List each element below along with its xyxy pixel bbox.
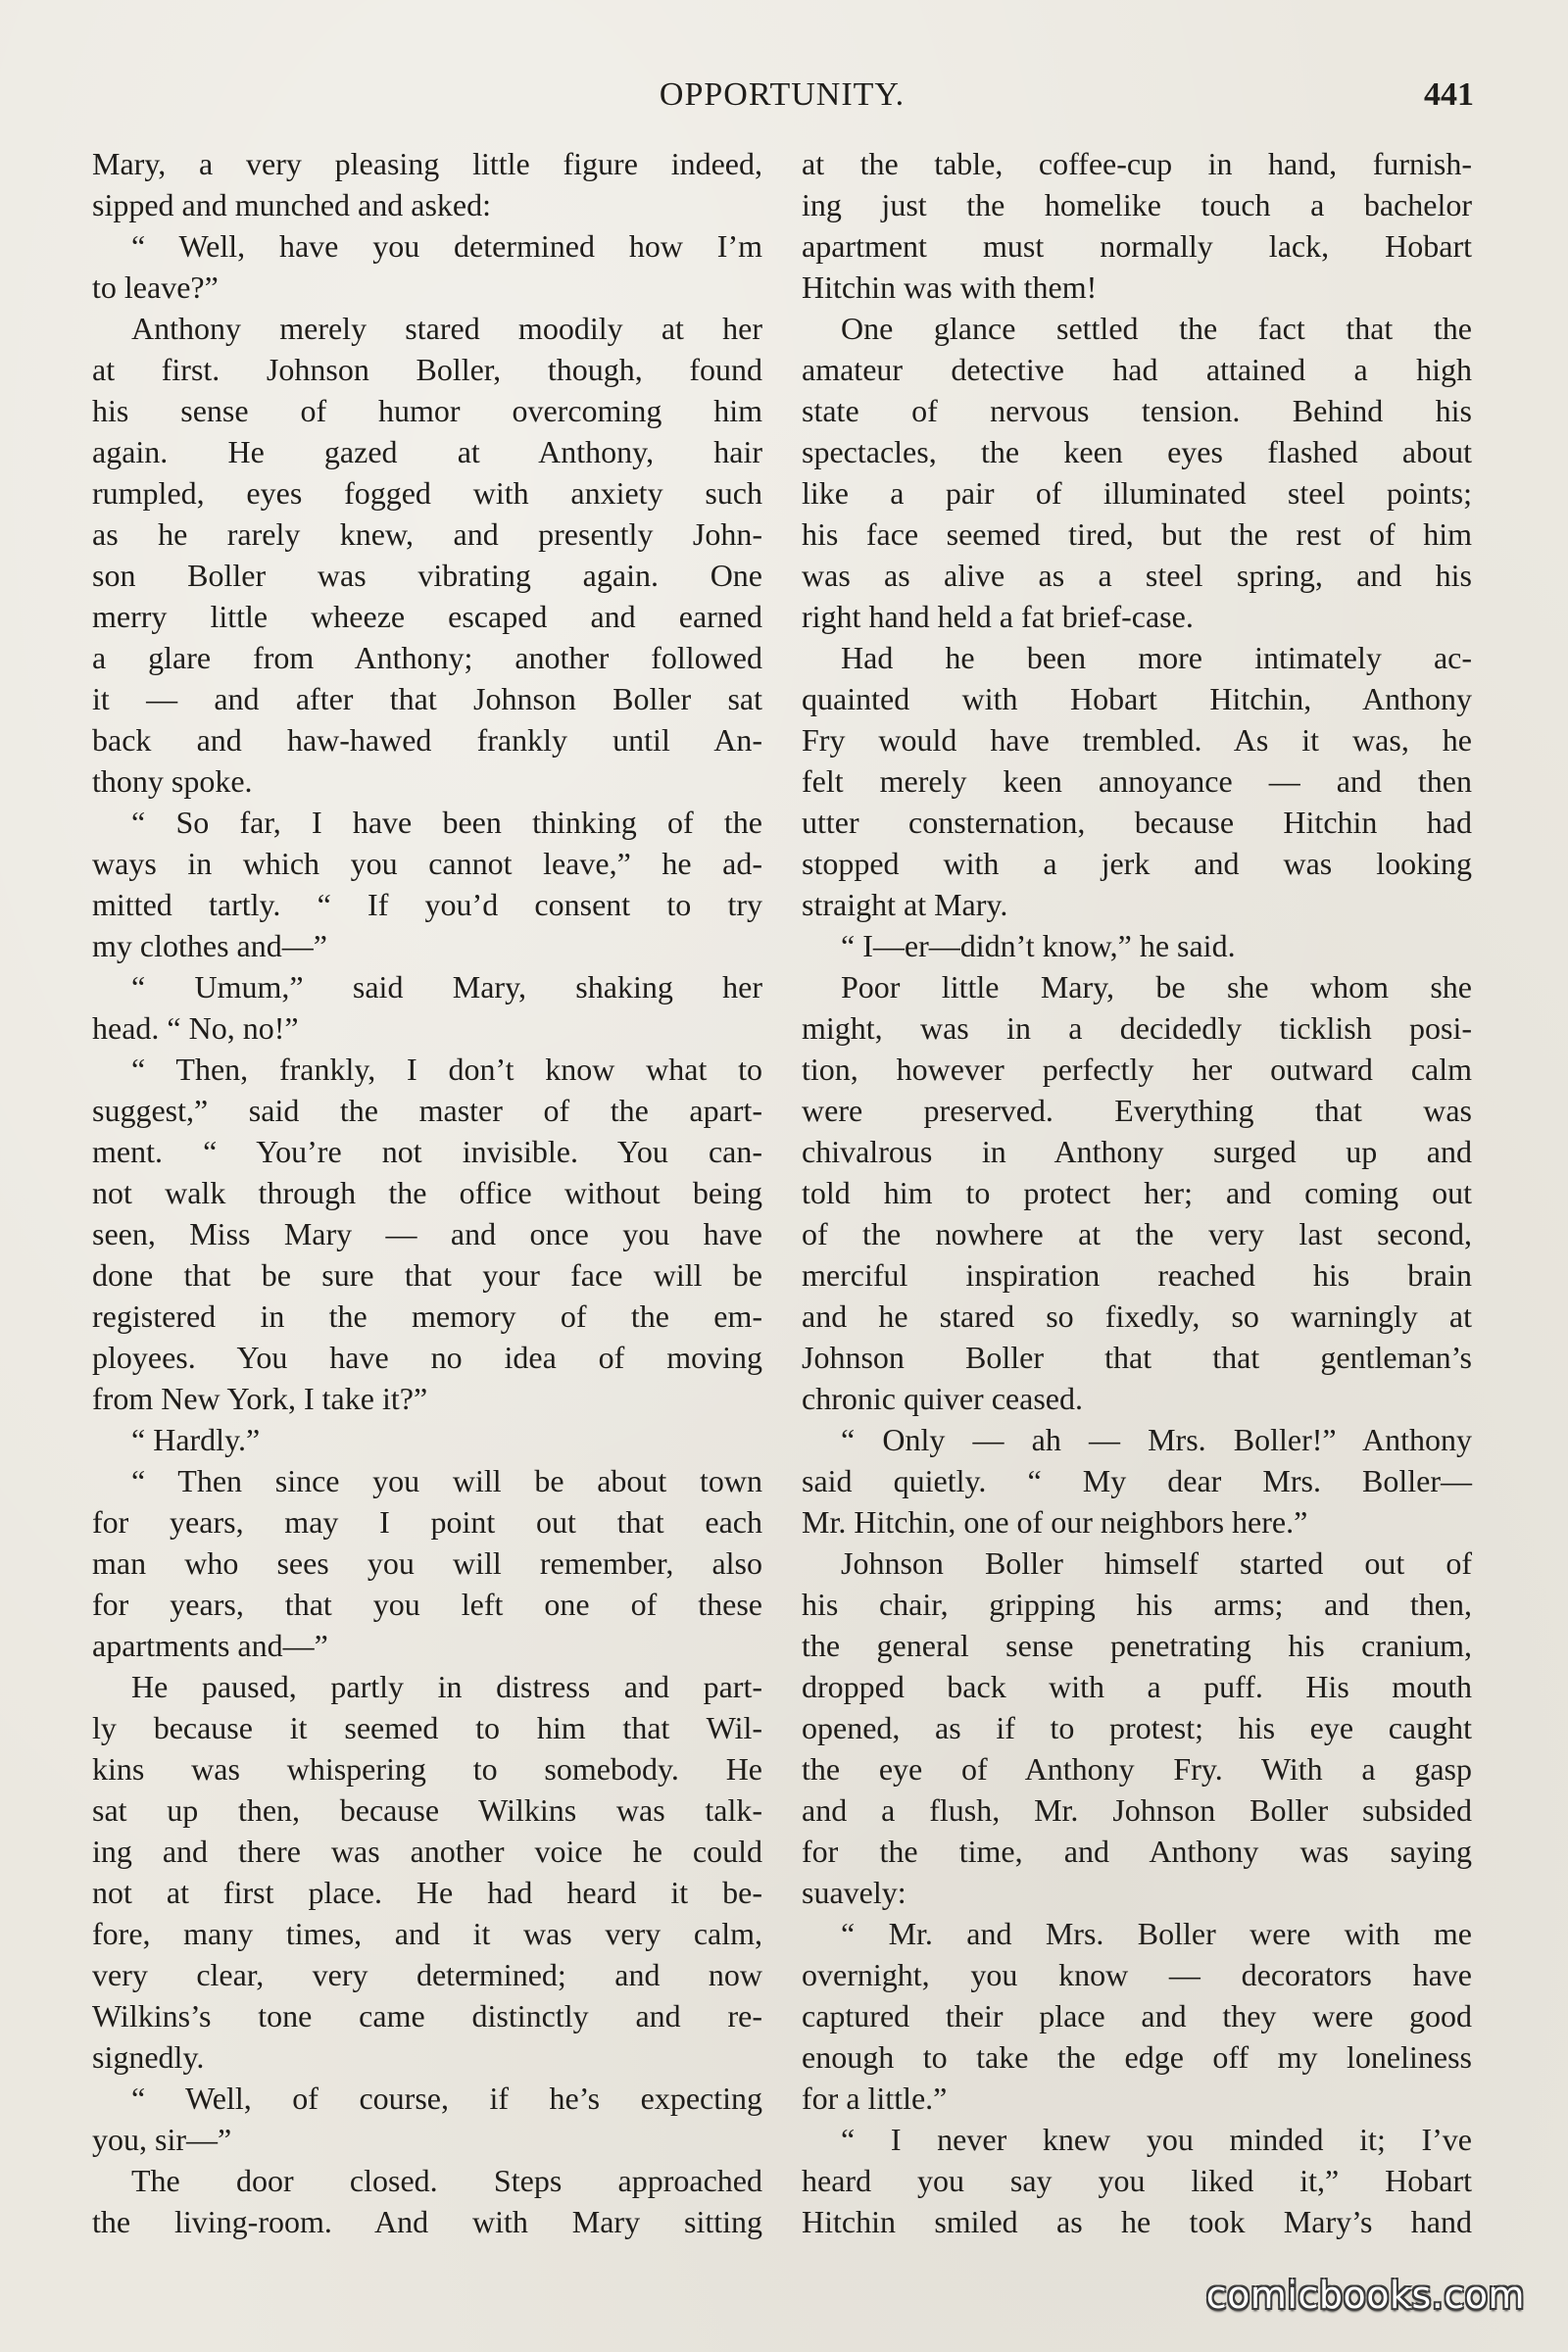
text-line: Poor little Mary, be she whom she: [841, 969, 1472, 1004]
text-line: a glare from Anthony; another followed: [92, 640, 762, 675]
text-line: felt merely keen annoyance — and then: [802, 763, 1472, 799]
text-line: told him to protect her; and coming out: [802, 1175, 1472, 1210]
text-line: ing and there was another voice he could: [92, 1834, 762, 1869]
text-line: Anthony merely stared moodily at her: [131, 311, 762, 346]
text-line: fore, many times, and it was very calm,: [92, 1916, 762, 1951]
text-line: again. He gazed at Anthony, hair: [92, 434, 762, 469]
text-line: not at first place. He had heard it be-: [92, 1875, 762, 1910]
text-line: “ I—er—didn’t know,” he said.: [841, 928, 1236, 963]
text-line: Mary, a very pleasing little figure indeed,: [92, 146, 762, 181]
text-line: the eye of Anthony Fry. With a gasp: [802, 1751, 1472, 1787]
text-line: opened, as if to protest; his eye caught: [802, 1710, 1472, 1745]
text-line: son Boller was vibrating again. One: [92, 558, 762, 593]
text-line: back and haw-hawed frankly until An-: [92, 722, 762, 758]
text-line: not walk through the office without being: [92, 1175, 762, 1210]
text-line: Wilkins’s tone came distinctly and re-: [92, 1998, 762, 2034]
text-line: for years, that you left one of these: [92, 1587, 762, 1622]
text-line: and he stared so fixedly, so warningly at: [802, 1298, 1472, 1334]
text-line: “ I never knew you minded it; I’ve: [841, 2122, 1472, 2157]
text-line: as he rarely knew, and presently John-: [92, 516, 762, 552]
text-line: Johnson Boller himself started out of: [841, 1545, 1472, 1581]
text-line: amateur detective had attained a high: [802, 352, 1472, 387]
text-line: were preserved. Everything that was: [802, 1093, 1472, 1128]
left-text-column: [92, 143, 762, 2242]
watermark: comicbooks.com: [1205, 2274, 1525, 2317]
text-line: Hitchin was with them!: [802, 270, 1098, 305]
text-line: heard you say you liked it,” Hobart: [802, 2163, 1472, 2198]
text-line: overnight, you know — decorators have: [802, 1957, 1472, 1992]
text-line: apartment must normally lack, Hobart: [802, 228, 1472, 264]
text-line: straight at Mary.: [802, 887, 1008, 922]
text-line: and a flush, Mr. Johnson Boller subsided: [802, 1792, 1472, 1828]
text-line: Johnson Boller that that gentleman’s: [802, 1340, 1472, 1375]
text-line: thony spoke.: [92, 763, 253, 799]
text-line: ing just the homelike touch a bachelor: [802, 187, 1472, 222]
text-line: from New York, I take it?”: [92, 1381, 428, 1416]
text-line: “ So far, I have been thinking of the: [131, 805, 762, 840]
text-line: said quietly. “ My dear Mrs. Boller—: [802, 1463, 1472, 1498]
text-line: his chair, gripping his arms; and then,: [802, 1587, 1472, 1622]
text-line: Had he been more intimately ac-: [841, 640, 1472, 675]
text-line: The door closed. Steps approached: [131, 2163, 762, 2198]
text-line: “ Then since you will be about town: [131, 1463, 762, 1498]
text-line: the general sense penetrating his cranium,: [802, 1628, 1472, 1663]
text-line: “ Only — ah — Mrs. Boller!” Anthony: [841, 1422, 1472, 1457]
text-line: for years, may I point out that each: [92, 1504, 762, 1540]
text-line: enough to take the edge off my loneliness: [802, 2039, 1472, 2075]
text-line: at the table, coffee-cup in hand, furnish-: [802, 146, 1472, 181]
text-line: signedly.: [92, 2039, 205, 2075]
text-line: “ Umum,” said Mary, shaking her: [131, 969, 762, 1004]
text-line: of the nowhere at the very last second,: [802, 1216, 1472, 1251]
page-header: [90, 76, 1474, 125]
text-line: merciful inspiration reached his brain: [802, 1257, 1472, 1293]
text-line: “ Hardly.”: [131, 1422, 261, 1457]
text-line: ployees. You have no idea of moving: [92, 1340, 762, 1375]
text-line: utter consternation, because Hitchin had: [802, 805, 1472, 840]
text-line: Hitchin smiled as he took Mary’s hand: [802, 2204, 1472, 2239]
page-number: 441: [1424, 76, 1474, 113]
text-line: done that be sure that your face will be: [92, 1257, 762, 1293]
text-line: Mr. Hitchin, one of our neighbors here.”: [802, 1504, 1308, 1540]
text-line: to leave?”: [92, 270, 219, 305]
text-line: tion, however perfectly her outward calm: [802, 1052, 1472, 1087]
text-line: you, sir—”: [92, 2122, 232, 2157]
text-line: his face seemed tired, but the rest of him: [802, 516, 1472, 552]
text-line: chronic quiver ceased.: [802, 1381, 1083, 1416]
text-line: man who sees you will remember, also: [92, 1545, 762, 1581]
text-line: the living-room. And with Mary sitting: [92, 2204, 762, 2239]
text-line: was as alive as a steel spring, and his: [802, 558, 1472, 593]
text-line: very clear, very determined; and now: [92, 1957, 762, 1992]
text-line: suavely:: [802, 1875, 906, 1910]
text-line: merry little wheeze escaped and earned: [92, 599, 762, 634]
text-line: his sense of humor overcoming him: [92, 393, 762, 428]
running-title: OPPORTUNITY.: [659, 76, 906, 113]
text-line: ly because it seemed to him that Wil-: [92, 1710, 762, 1745]
text-line: rumpled, eyes fogged with anxiety such: [92, 475, 762, 511]
text-line: One glance settled the fact that the: [841, 311, 1472, 346]
text-line: kins was whispering to somebody. He: [92, 1751, 762, 1787]
text-line: stopped with a jerk and was looking: [802, 846, 1472, 881]
text-line: quainted with Hobart Hitchin, Anthony: [802, 681, 1472, 716]
text-line: seen, Miss Mary — and once you have: [92, 1216, 762, 1251]
text-line: might, was in a decidedly ticklish posi-: [802, 1010, 1472, 1046]
text-line: like a pair of illuminated steel points;: [802, 475, 1472, 511]
text-line: “ Well, have you determined how I’m: [131, 228, 762, 264]
text-line: for a little.”: [802, 2081, 948, 2116]
text-line: “ Mr. and Mrs. Boller were with me: [841, 1916, 1472, 1951]
text-line: right hand held a fat brief-case.: [802, 599, 1194, 634]
text-line: for the time, and Anthony was saying: [802, 1834, 1472, 1869]
text-line: Fry would have trembled. As it was, he: [802, 722, 1472, 758]
text-line: He paused, partly in distress and part-: [131, 1669, 762, 1704]
text-line: spectacles, the keen eyes flashed about: [802, 434, 1472, 469]
text-line: “ Well, of course, if he’s expecting: [131, 2081, 762, 2116]
text-line: ment. “ You’re not invisible. You can-: [92, 1134, 762, 1169]
text-line: registered in the memory of the em-: [92, 1298, 762, 1334]
text-line: suggest,” said the master of the apart-: [92, 1093, 762, 1128]
text-line: dropped back with a puff. His mouth: [802, 1669, 1472, 1704]
text-line: sat up then, because Wilkins was talk-: [92, 1792, 762, 1828]
text-line: my clothes and—”: [92, 928, 327, 963]
text-line: state of nervous tension. Behind his: [802, 393, 1472, 428]
text-line: it — and after that Johnson Boller sat: [92, 681, 762, 716]
text-line: at first. Johnson Boller, though, found: [92, 352, 762, 387]
text-line: “ Then, frankly, I don’t know what to: [131, 1052, 762, 1087]
text-line: captured their place and they were good: [802, 1998, 1472, 2034]
text-line: sipped and munched and asked:: [92, 187, 491, 222]
text-line: mitted tartly. “ If you’d consent to try: [92, 887, 762, 922]
text-line: chivalrous in Anthony surged up and: [802, 1134, 1472, 1169]
right-text-column: [802, 143, 1472, 2242]
text-line: ways in which you cannot leave,” he ad-: [92, 846, 762, 881]
text-line: apartments and—”: [92, 1628, 328, 1663]
text-line: head. “ No, no!”: [92, 1010, 299, 1046]
